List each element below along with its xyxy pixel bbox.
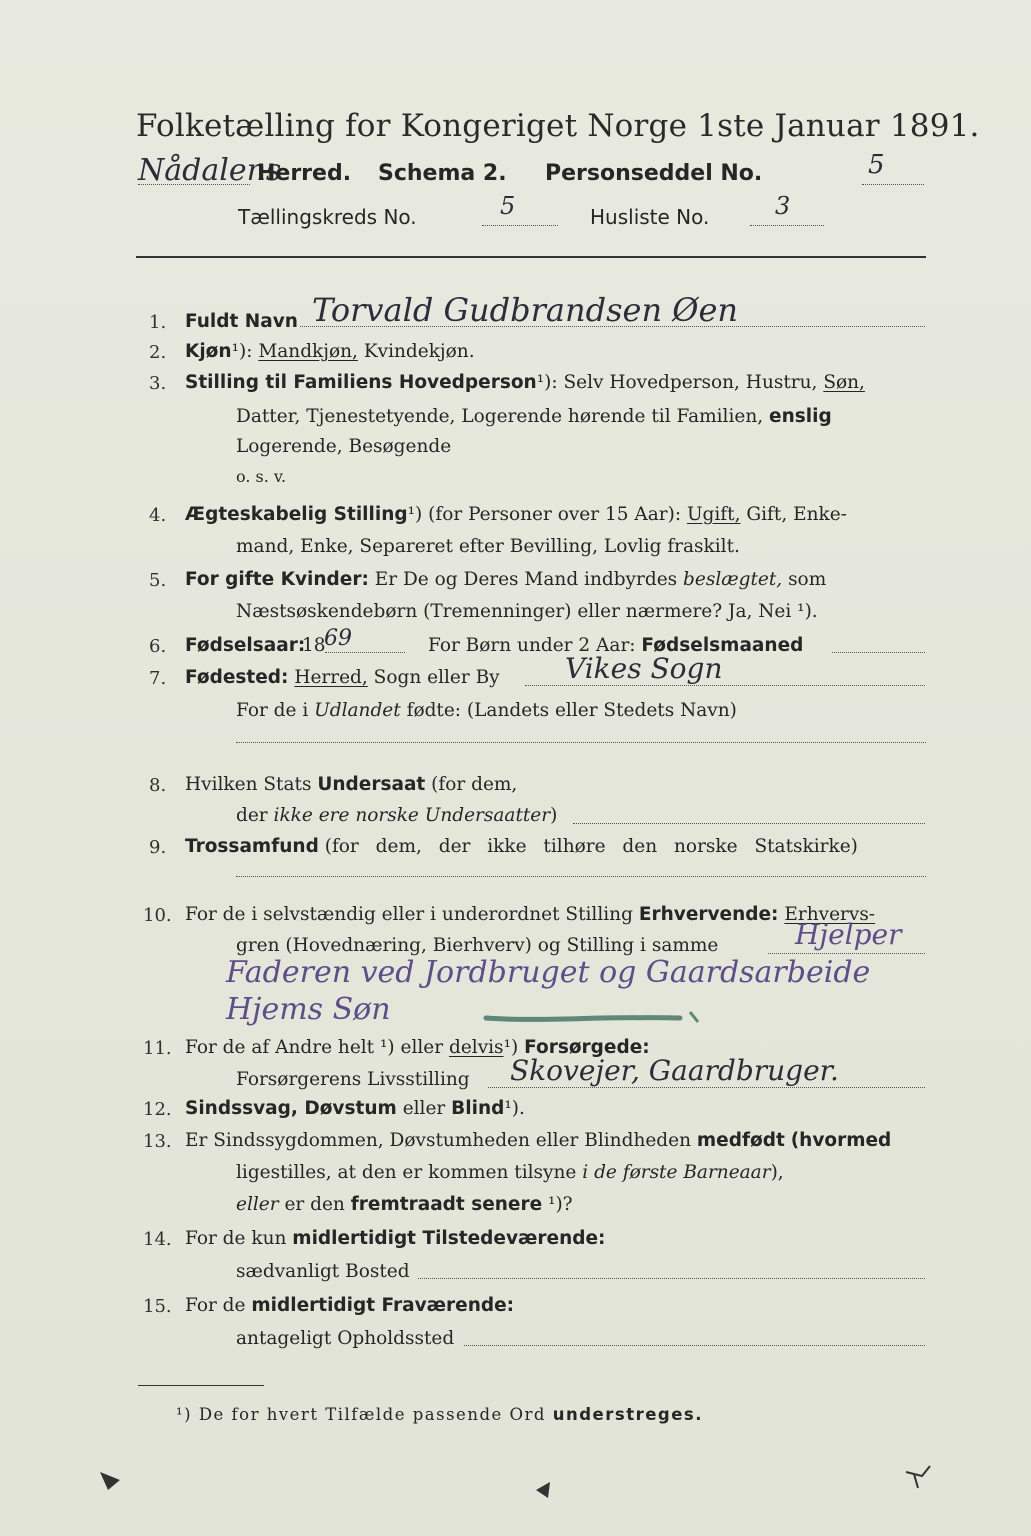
q11-line2: Forsørgerens Livsstilling — [236, 1069, 470, 1090]
q10-number: 10. — [143, 905, 172, 926]
q5-line1 — [185, 569, 826, 590]
q14-line1-text: For de kun — [185, 1228, 287, 1249]
q5-line1-italic: beslægtet, — [683, 569, 783, 590]
q13-line3 — [236, 1194, 573, 1215]
footnote — [176, 1405, 703, 1424]
q15-line1-text: For de — [185, 1295, 246, 1316]
q15-line2: antageligt Opholdssted — [236, 1328, 455, 1349]
q4-label: Ægteskabelig Stilling — [185, 504, 408, 525]
q9-text: (for dem, der ikke tilhøre den norske Statskirke) — [324, 836, 858, 857]
q3-line3: Logerende, Besøgende — [236, 436, 452, 457]
q8-line2 — [236, 805, 557, 826]
q12-mid: eller — [402, 1098, 446, 1119]
q9-dotted-line — [236, 876, 926, 877]
q13-line3-bold: fremtraadt senere — [350, 1194, 543, 1215]
q4-sup: ¹) — [407, 504, 423, 525]
q13-line1 — [185, 1130, 891, 1151]
q12-number: 12. — [143, 1099, 172, 1120]
q8-dotted-line — [573, 823, 925, 824]
q11-dotted-line — [488, 1087, 925, 1088]
corner-mark-left — [96, 1464, 126, 1494]
q2-sup: ¹): — [231, 341, 253, 362]
q4-line1-rest: Gift, Enke- — [746, 504, 847, 525]
q7-line2-italic: Udlandet — [314, 700, 401, 721]
personseddel-label: Personseddel No. — [545, 161, 763, 186]
q10-line1 — [185, 904, 875, 925]
footnote-bold: understreges. — [552, 1405, 704, 1424]
q15-dotted-line — [464, 1345, 925, 1346]
q11-line1-text: For de af Andre helt ¹) eller — [185, 1037, 444, 1058]
q6-month-dotted-line — [832, 652, 925, 653]
q1-number: 1. — [149, 312, 167, 333]
q15-number: 15. — [143, 1296, 172, 1317]
q6-label: Fødselsaar: — [185, 635, 306, 656]
footnote-sup: ¹) — [176, 1405, 193, 1424]
q9-line — [185, 836, 858, 857]
q13-line3-rest: ¹)? — [548, 1194, 573, 1215]
q12-label: Sindssvag, Døvstum — [185, 1098, 397, 1119]
q4-line1-text: (for Personer over 15 Aar): — [428, 504, 682, 525]
personseddel-value: 5 — [868, 150, 885, 180]
q12-line — [185, 1098, 525, 1119]
q8-line2-text: der — [236, 805, 268, 826]
q3-line2-bold: enslig — [769, 406, 832, 427]
husliste-label: Husliste No. — [590, 205, 710, 229]
q7-line2-text: For de i — [236, 700, 309, 721]
herred-name-handwritten: Nådalens — [138, 153, 282, 188]
q13-line2 — [236, 1162, 784, 1183]
schema-label: Schema 2. — [378, 161, 507, 186]
q4-line2: mand, Enke, Separeret efter Bevilling, Lovlig fraskilt. — [236, 536, 740, 557]
q7-dotted-line — [525, 685, 925, 686]
personseddel-dotted-line — [862, 184, 924, 185]
q14-dotted-line — [418, 1278, 925, 1279]
q11-number: 11. — [143, 1038, 172, 1059]
q7-label: Fødested: — [185, 667, 289, 688]
header-divider — [136, 256, 926, 258]
footnote-text: De for hvert Tilfælde passende Ord — [198, 1405, 546, 1424]
q13-line2-italic: i de første Barneaar — [582, 1162, 771, 1183]
q6-year-dotted-line — [325, 652, 405, 653]
husliste-value: 3 — [775, 192, 791, 220]
husliste-dotted-line — [750, 225, 824, 226]
q3-options: Selv Hovedperson, Hustru, — [563, 372, 818, 393]
q7-extra-dotted-line — [236, 742, 926, 743]
q8-line2-rest: ) — [550, 805, 558, 826]
q8-line1-text: Hvilken Stats — [185, 774, 312, 795]
q10-line1-bold: Erhvervende: — [638, 904, 779, 925]
herred-dotted-line — [138, 184, 250, 185]
q5-number: 5. — [149, 570, 167, 591]
footnote-rule — [138, 1385, 264, 1386]
herred-label: Herred. — [257, 161, 352, 186]
q3-line1 — [185, 372, 865, 393]
q2-option-kvindekjon: Kvindekjøn. — [363, 341, 475, 362]
q2-label: Kjøn — [185, 341, 232, 362]
q1-label: Fuldt Navn — [185, 311, 298, 332]
q7-answer: Vikes Sogn — [565, 652, 723, 685]
q4-number: 4. — [149, 505, 167, 526]
q6-year-prefix: 18 — [302, 635, 326, 656]
q15-line1 — [185, 1295, 514, 1316]
q12-label2: Blind — [451, 1098, 505, 1119]
kreds-dotted-line — [482, 225, 558, 226]
kreds-value: 5 — [500, 192, 516, 220]
q5-line1-text: Er De og Deres Mand indbyrdes — [374, 569, 678, 590]
q3-line2-text: Datter, Tjenestetyende, Logerende hørende til Familien, — [236, 406, 764, 427]
q3-line4: o. s. v. — [236, 467, 287, 486]
q9-number: 9. — [149, 837, 167, 858]
q5-line1-rest: som — [788, 569, 827, 590]
q13-line1-text: Er Sindssygdommen, Døvstumheden eller Blindheden — [185, 1130, 692, 1151]
q2-number: 2. — [149, 342, 167, 363]
q4-line1 — [185, 504, 847, 525]
q11-answer: Skovejer, Gaardbruger. — [510, 1054, 839, 1087]
kreds-label: Tællingskreds No. — [238, 205, 417, 229]
q7-line2-rest: fødte: (Landets eller Stedets Navn) — [406, 700, 737, 721]
q6-label3: Fødselsmaaned — [641, 635, 804, 656]
form-title: Folketælling for Kongeriget Norge 1ste Januar 1891. — [136, 108, 980, 144]
q11-line1-sup: ¹) — [503, 1037, 519, 1058]
q10-answer-a: Hjelper — [795, 918, 902, 951]
q13-line1-bold: medfødt — [696, 1130, 785, 1151]
q6-year-handwritten: 69 — [324, 626, 352, 651]
q3-sup: ¹): — [536, 372, 558, 393]
q8-number: 8. — [149, 775, 167, 796]
q14-line1 — [185, 1228, 605, 1249]
q6-number: 6. — [149, 636, 167, 657]
q13-line3-text: er den — [284, 1194, 345, 1215]
q8-line1-rest: (for dem, — [431, 774, 518, 795]
q3-line2 — [236, 406, 832, 427]
q8-line2-italic: ikke ere norske Undersaatter — [273, 805, 551, 826]
q1-dotted-line — [300, 326, 925, 327]
q14-number: 14. — [143, 1229, 172, 1250]
q3-number: 3. — [149, 373, 167, 394]
q8-line1-bold: Undersaat — [317, 774, 426, 795]
q14-line1-bold: midlertidigt Tilstedeværende: — [292, 1228, 606, 1249]
q3-label: Stilling til Familiens Hovedperson — [185, 372, 537, 393]
q10-line1-text: For de i selvstændig eller i underordnet Stilling — [185, 904, 633, 925]
q13-line3-italic: eller — [236, 1194, 279, 1215]
q5-line2: Næstsøskendebørn (Tremenninger) eller nærmere? Ja, Nei ¹). — [236, 601, 818, 622]
q7-line1 — [185, 667, 500, 688]
q10-line1-rest: Erhvervs- — [784, 904, 876, 925]
q7-option-rest: Sogn eller By — [373, 667, 500, 688]
q11-line1-bold: Forsørgede: — [524, 1037, 650, 1058]
q13-number: 13. — [143, 1131, 172, 1152]
q13-line2-text: ligestilles, at den er kommen tilsyne — [236, 1162, 577, 1183]
q10-dotted-line-1 — [768, 953, 925, 954]
q11-option-delvis: delvis — [448, 1037, 504, 1058]
q10-answer-c: Hjems Søn — [226, 992, 391, 1027]
q8-line1 — [185, 774, 517, 795]
q15-line1-bold: midlertidigt Fraværende: — [251, 1295, 515, 1316]
q10-answer-b: Faderen ved Jordbruget og Gaardsarbeide — [226, 955, 871, 990]
q4-option-ugift: Ugift, — [686, 504, 741, 525]
q6-label2: For Børn under 2 Aar: — [428, 635, 636, 656]
q7-number: 7. — [149, 668, 167, 689]
q12-sup: ¹). — [504, 1098, 525, 1119]
q13-line1-rest: (hvormed — [790, 1130, 892, 1151]
q9-label: Trossamfund — [185, 836, 319, 857]
q2-line — [185, 341, 475, 362]
q5-label: For gifte Kvinder: — [185, 569, 369, 590]
q13-line2-rest: ), — [770, 1162, 784, 1183]
q10-stroke-mark — [480, 1004, 710, 1028]
corner-mark-center — [532, 1476, 558, 1502]
q1-answer: Torvald Gudbrandsen Øen — [312, 291, 738, 329]
q10-line2: gren (Hovednæring, Bierhverv) og Stilling i samme — [236, 935, 719, 956]
q7-line2 — [236, 700, 737, 721]
q2-option-mandkjon: Mandkjøn, — [258, 341, 358, 362]
corner-mark-right — [900, 1462, 940, 1492]
q14-line2: sædvanligt Bosted — [236, 1261, 410, 1282]
q3-option-son: Søn, — [823, 372, 865, 393]
q7-option-herred: Herred, — [294, 667, 368, 688]
